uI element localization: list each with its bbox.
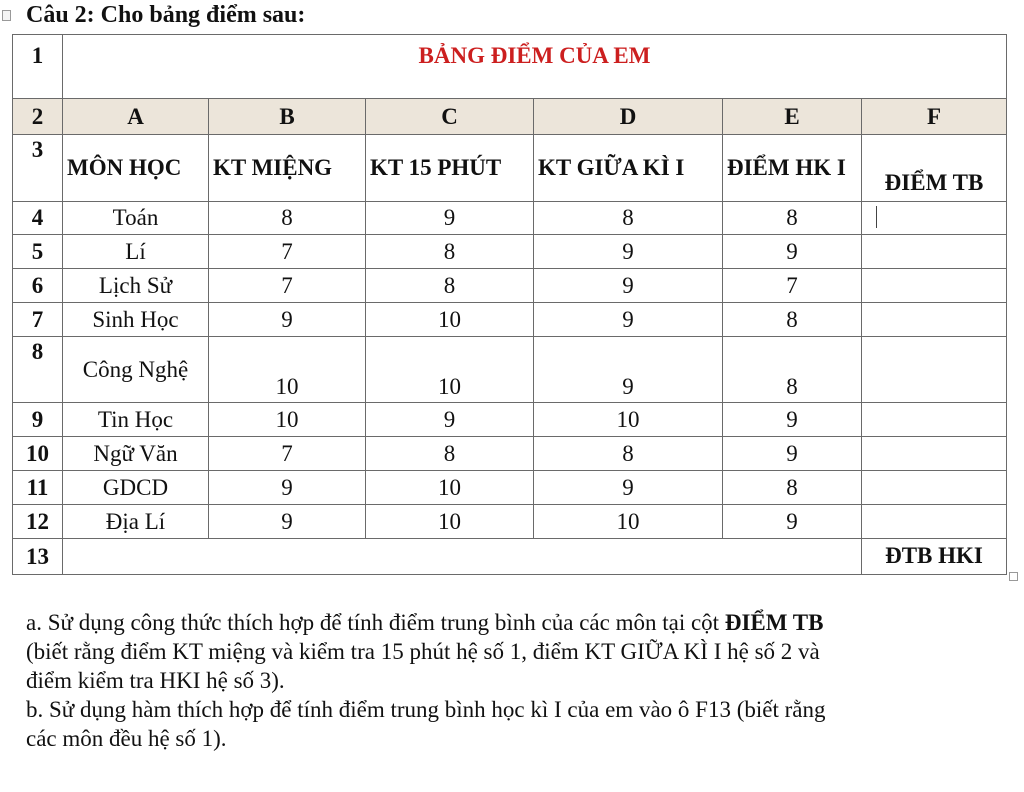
cell-average[interactable]: [862, 202, 1007, 235]
cell-test15[interactable]: 10: [366, 471, 534, 505]
cell-subject[interactable]: Tin Học: [63, 403, 209, 437]
row-number: 13: [13, 539, 63, 575]
header-subject[interactable]: MÔN HỌC: [63, 135, 209, 202]
cell-final[interactable]: 9: [723, 235, 862, 269]
cell-midterm[interactable]: 8: [534, 202, 723, 235]
instructions: [26, 608, 1024, 753]
table-row: [13, 235, 1007, 269]
cell-test15[interactable]: 9: [366, 403, 534, 437]
row-number: 1: [13, 35, 63, 99]
cell-average[interactable]: [862, 505, 1007, 539]
table-row: [13, 403, 1007, 437]
header-oral[interactable]: KT MIỆNG: [209, 135, 366, 202]
instruction-a-line2: (biết rằng điểm KT miệng và kiểm tra 15 phút hệ số 1, điểm KT GIỮA KÌ I hệ số 2 và: [26, 639, 820, 664]
table-row: [13, 303, 1007, 337]
cell-subject[interactable]: Toán: [63, 202, 209, 235]
cell-subject[interactable]: Lí: [63, 235, 209, 269]
row-number: 9: [13, 403, 63, 437]
cell-oral[interactable]: 10: [209, 337, 366, 403]
score-table: [12, 34, 1007, 575]
cell-midterm[interactable]: 9: [534, 269, 723, 303]
row-number: 8: [13, 337, 63, 403]
cell-test15[interactable]: 8: [366, 269, 534, 303]
column-letter-d[interactable]: D: [534, 99, 723, 135]
header-test15[interactable]: KT 15 PHÚT: [366, 135, 534, 202]
cell-final[interactable]: 8: [723, 303, 862, 337]
instruction-a-line1: [26, 608, 1024, 637]
footer-row: [13, 539, 1007, 575]
column-letter-c[interactable]: C: [366, 99, 534, 135]
header-row: [13, 135, 1007, 202]
instruction-a-line3: điểm kiểm tra HKI hệ số 3).: [26, 668, 285, 693]
column-letter-e[interactable]: E: [723, 99, 862, 135]
cell-oral[interactable]: 9: [209, 505, 366, 539]
cell-midterm[interactable]: 9: [534, 235, 723, 269]
column-letter-f[interactable]: F: [862, 99, 1007, 135]
cell-test15[interactable]: 9: [366, 202, 534, 235]
cell-midterm[interactable]: 9: [534, 303, 723, 337]
cell-final[interactable]: 8: [723, 202, 862, 235]
cell-average[interactable]: [862, 235, 1007, 269]
header-final[interactable]: ĐIỂM HK I: [723, 135, 862, 202]
cell-midterm[interactable]: 10: [534, 505, 723, 539]
cell-subject[interactable]: Ngữ Văn: [63, 437, 209, 471]
table-row: [13, 337, 1007, 403]
text-cursor: [876, 206, 877, 228]
cell-oral[interactable]: 8: [209, 202, 366, 235]
cell-subject[interactable]: GDCD: [63, 471, 209, 505]
cell-subject[interactable]: Địa Lí: [63, 505, 209, 539]
table-row: [13, 35, 1007, 99]
row-number: 4: [13, 202, 63, 235]
cell-oral[interactable]: 10: [209, 403, 366, 437]
cell-final[interactable]: 9: [723, 505, 862, 539]
table-row: [13, 437, 1007, 471]
cell-midterm[interactable]: 9: [534, 471, 723, 505]
question-title: Câu 2: Cho bảng điểm sau:: [26, 2, 306, 28]
cell-test15[interactable]: 10: [366, 505, 534, 539]
cell-final[interactable]: 8: [723, 471, 862, 505]
cell-midterm[interactable]: 9: [534, 337, 723, 403]
cell-average[interactable]: [862, 337, 1007, 403]
header-midterm[interactable]: KT GIỮA KÌ I: [534, 135, 723, 202]
row-number: 6: [13, 269, 63, 303]
table-resize-handle[interactable]: [1009, 572, 1018, 581]
cell-test15[interactable]: 10: [366, 303, 534, 337]
cell-test15[interactable]: 10: [366, 337, 534, 403]
table-row: [13, 269, 1007, 303]
row-number: 2: [13, 99, 63, 135]
row-number: 5: [13, 235, 63, 269]
cell-average[interactable]: [862, 269, 1007, 303]
row-number: 3: [13, 135, 63, 202]
cell-midterm[interactable]: 10: [534, 403, 723, 437]
row-number: 11: [13, 471, 63, 505]
cell-final[interactable]: 8: [723, 337, 862, 403]
cell-subject[interactable]: Sinh Học: [63, 303, 209, 337]
column-letter-b[interactable]: B: [209, 99, 366, 135]
cell-test15[interactable]: 8: [366, 437, 534, 471]
instruction-b-line1: b. Sử dụng hàm thích hợp để tính điểm trung bình học kì I của em vào ô F13 (biết rằng: [26, 697, 826, 722]
footer-empty-cell[interactable]: [63, 539, 862, 575]
row-number: 10: [13, 437, 63, 471]
cell-oral[interactable]: 7: [209, 269, 366, 303]
table-row: [13, 505, 1007, 539]
instruction-a-bold: ĐIỂM TB: [724, 610, 824, 635]
cell-average[interactable]: [862, 303, 1007, 337]
table-row: [13, 471, 1007, 505]
cell-average[interactable]: [862, 471, 1007, 505]
cell-final[interactable]: 7: [723, 269, 862, 303]
table-move-handle-icon[interactable]: [2, 10, 11, 21]
column-letter-row: [13, 99, 1007, 135]
cell-subject[interactable]: Lịch Sử: [63, 269, 209, 303]
instruction-a-prefix: a. Sử dụng công thức thích hợp để tính điểm trung bình của các môn tại cột: [26, 610, 725, 635]
cell-final[interactable]: 9: [723, 437, 862, 471]
cell-oral[interactable]: 7: [209, 437, 366, 471]
sheet-title[interactable]: BẢNG ĐIỂM CỦA EM: [63, 35, 1007, 99]
cell-oral[interactable]: 9: [209, 303, 366, 337]
cell-test15[interactable]: 8: [366, 235, 534, 269]
cell-oral[interactable]: 9: [209, 471, 366, 505]
cell-oral[interactable]: 7: [209, 235, 366, 269]
cell-midterm[interactable]: 8: [534, 437, 723, 471]
cell-average[interactable]: [862, 437, 1007, 471]
cell-final[interactable]: 9: [723, 403, 862, 437]
header-average[interactable]: ĐIỂM TB: [862, 135, 1007, 202]
row-number: 7: [13, 303, 63, 337]
cell-average[interactable]: [862, 403, 1007, 437]
cell-subject[interactable]: Công Nghệ: [63, 337, 209, 403]
footer-average-label[interactable]: ĐTB HKI: [862, 539, 1007, 575]
instruction-b-line2: các môn đều hệ số 1).: [26, 726, 227, 751]
column-letter-a[interactable]: A: [63, 99, 209, 135]
row-number: 12: [13, 505, 63, 539]
table-row: [13, 202, 1007, 235]
